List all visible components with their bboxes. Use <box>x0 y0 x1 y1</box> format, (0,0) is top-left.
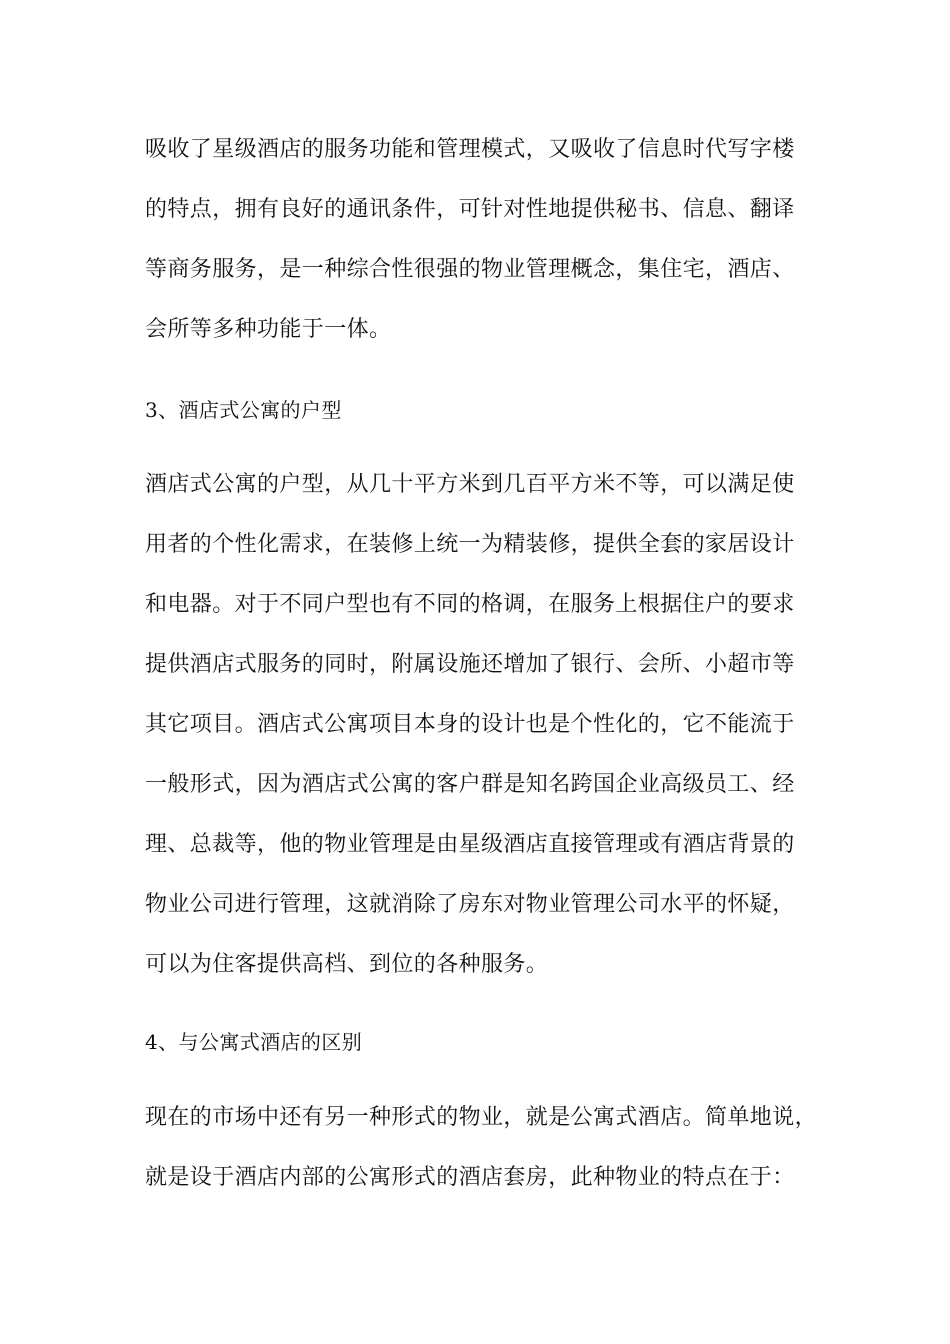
text-line: 吸收了星级酒店的服务功能和管理模式，又吸收了信息时代写字楼 <box>145 137 795 162</box>
text-line: 可以为住客提供高档、到位的各种服务。 <box>145 952 549 977</box>
text-line: 理、总裁等，他的物业管理是由星级酒店直接管理或有酒店背景的 <box>145 832 795 857</box>
text-line: 就是设于酒店内部的公寓形式的酒店套房，此种物业的特点在于： <box>145 1165 795 1190</box>
text-line: 现在的市场中还有另一种形式的物业，就是公寓式酒店。简单地说， <box>145 1105 818 1130</box>
text-line: 和电器。对于不同户型也有不同的格调，在服务上根据住户的要求 <box>145 592 795 617</box>
text-line: 提供酒店式服务的同时，附属设施还增加了银行、会所、小超市等 <box>145 652 795 677</box>
section-heading-3: 3、酒店式公寓的户型 <box>145 398 342 422</box>
text-line: 的特点，拥有良好的通讯条件，可针对性地提供秘书、信息、翻译 <box>145 197 795 222</box>
section-heading-4: 4、与公寓式酒店的区别 <box>145 1030 363 1054</box>
text-line: 物业公司进行管理，这就消除了房东对物业管理公司水平的怀疑， <box>145 892 795 917</box>
text-line: 酒店式公寓的户型，从几十平方米到几百平方米不等，可以满足使 <box>145 472 795 497</box>
text-line: 一般形式，因为酒店式公寓的客户群是知名跨国企业高级员工、经 <box>145 772 795 797</box>
text-line: 会所等多种功能于一体。 <box>145 317 392 342</box>
text-line: 其它项目。酒店式公寓项目本身的设计也是个性化的，它不能流于 <box>145 712 795 737</box>
text-line: 等商务服务，是一种综合性很强的物业管理概念，集住宅，酒店、 <box>145 257 795 282</box>
text-line: 用者的个性化需求，在装修上统一为精装修，提供全套的家居设计 <box>145 532 795 557</box>
